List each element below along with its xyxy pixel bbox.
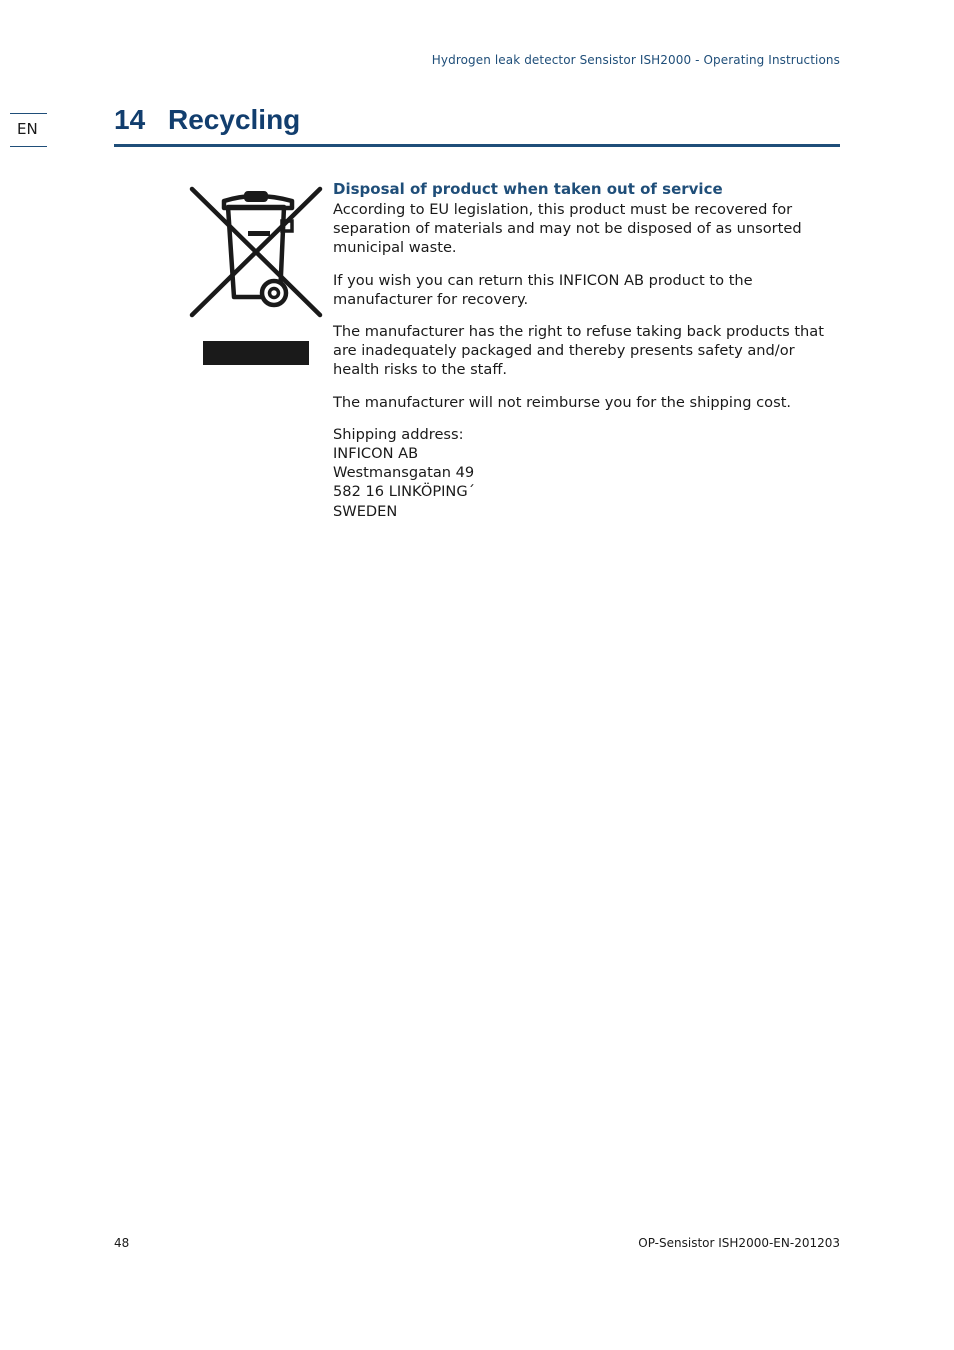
paragraph-eu-legislation: According to EU legislation, this product must be recovered for separation of materials and may not be disposed of as unsorted municipal waste. [333,201,802,257]
document-code: OP-Sensistor ISH2000-EN-201203 [638,1236,840,1250]
language-tab [10,113,47,147]
page-number: 48 [114,1236,130,1250]
running-header: Hydrogen leak detector Sensistor ISH2000 - Operating Instructions [431,53,840,67]
shipping-address [333,425,843,521]
chapter-heading [114,104,840,147]
language-tab-label: EN [17,120,38,138]
weee-symbol [188,183,324,367]
paragraph-refuse-products: The manufacturer has the right to refuse taking back products that are inadequately packaged and thereby presents safety and/or health risks to the staff. [333,323,824,379]
shipping-address-line: Westmansgatan 49 [333,464,475,482]
paragraph-return-product: If you wish you can return this INFICON AB product to the manufacturer for recovery. [333,271,753,308]
chapter-number: 14 [114,104,146,135]
paragraph-shipping-cost: The manufacturer will not reimburse you for the shipping cost. [333,393,792,411]
section-heading: Disposal of product when taken out of service [333,180,723,198]
chapter-title: Recycling [168,104,301,135]
crossed-out-wheelie-bin-icon [188,183,324,367]
section-body [333,178,843,521]
shipping-address-line: INFICON AB [333,445,419,463]
shipping-address-line: SWEDEN [333,502,398,520]
shipping-address-line: 582 16 LINKÖPING´ [333,483,475,501]
shipping-address-label: Shipping address: [333,425,464,443]
